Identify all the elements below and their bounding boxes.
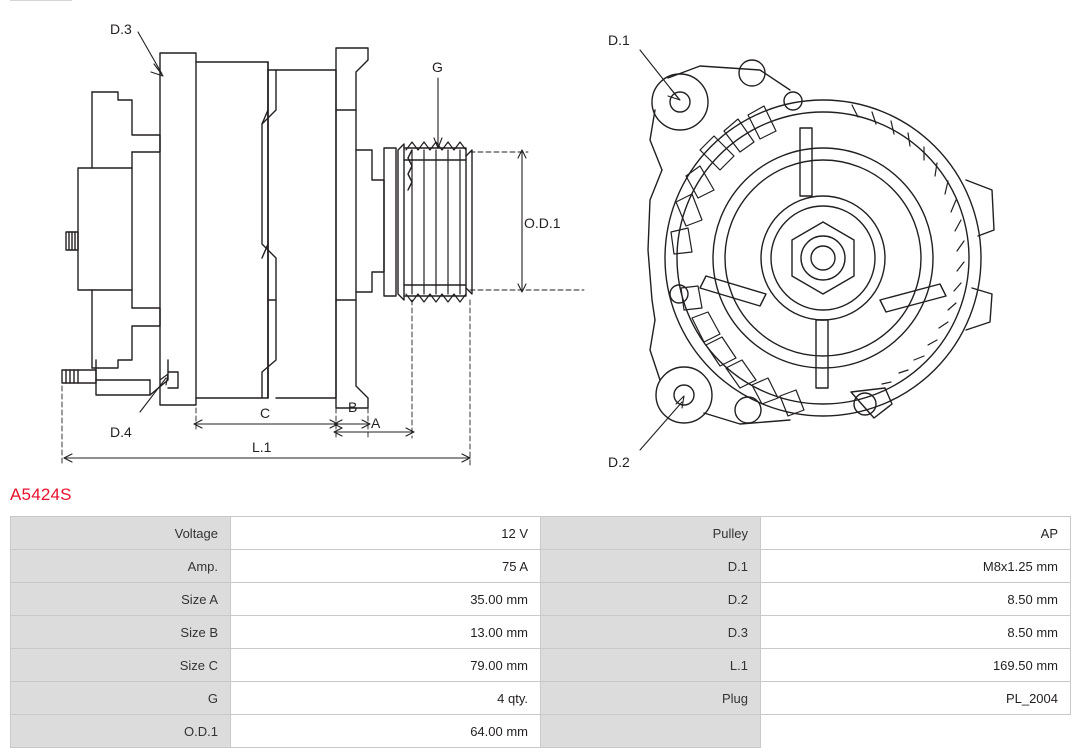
spec-value: 4 qty. xyxy=(231,682,541,715)
spec-label: D.1 xyxy=(541,550,761,583)
table-row xyxy=(11,649,1071,682)
label-d3: D.3 xyxy=(110,21,132,37)
spec-label: Size A xyxy=(11,583,231,616)
label-d2: D.2 xyxy=(608,454,630,470)
spec-label: Plug xyxy=(541,682,761,715)
spec-value: 8.50 mm xyxy=(761,583,1071,616)
spec-value: 35.00 mm xyxy=(231,583,541,616)
spec-value: 64.00 mm xyxy=(231,715,541,748)
label-od1: O.D.1 xyxy=(524,215,561,231)
spec-label: D.3 xyxy=(541,616,761,649)
table-row xyxy=(11,550,1071,583)
spec-label: O.D.1 xyxy=(11,715,231,748)
label-l1: L.1 xyxy=(252,439,272,455)
spec-value: 75 A xyxy=(231,550,541,583)
spec-value-empty xyxy=(761,715,1071,748)
label-d4: D.4 xyxy=(110,424,132,440)
table-row xyxy=(11,682,1071,715)
table-row xyxy=(11,616,1071,649)
spec-label: D.2 xyxy=(541,583,761,616)
spec-label: Size B xyxy=(11,616,231,649)
spec-value: PL_2004 xyxy=(761,682,1071,715)
label-b: B xyxy=(348,399,358,415)
specification-table xyxy=(10,516,1071,748)
label-a: A xyxy=(371,415,381,431)
spec-value: M8x1.25 mm xyxy=(761,550,1071,583)
spec-label-empty xyxy=(541,715,761,748)
spec-value: 79.00 mm xyxy=(231,649,541,682)
spec-label: Size C xyxy=(11,649,231,682)
spec-value: 13.00 mm xyxy=(231,616,541,649)
label-d1: D.1 xyxy=(608,32,630,48)
spec-label: Voltage xyxy=(11,517,231,550)
table-row xyxy=(11,583,1071,616)
spec-value: 169.50 mm xyxy=(761,649,1071,682)
spec-label: G xyxy=(11,682,231,715)
spec-label: L.1 xyxy=(541,649,761,682)
spec-value: AP xyxy=(761,517,1071,550)
label-g: G xyxy=(432,59,443,75)
spec-label: Amp. xyxy=(11,550,231,583)
spec-value: 8.50 mm xyxy=(761,616,1071,649)
spec-value: 12 V xyxy=(231,517,541,550)
label-c: C xyxy=(260,405,271,421)
spec-label: Pulley xyxy=(541,517,761,550)
table-row xyxy=(11,715,1071,748)
table-row xyxy=(11,517,1071,550)
part-number: A5424S xyxy=(10,485,72,504)
